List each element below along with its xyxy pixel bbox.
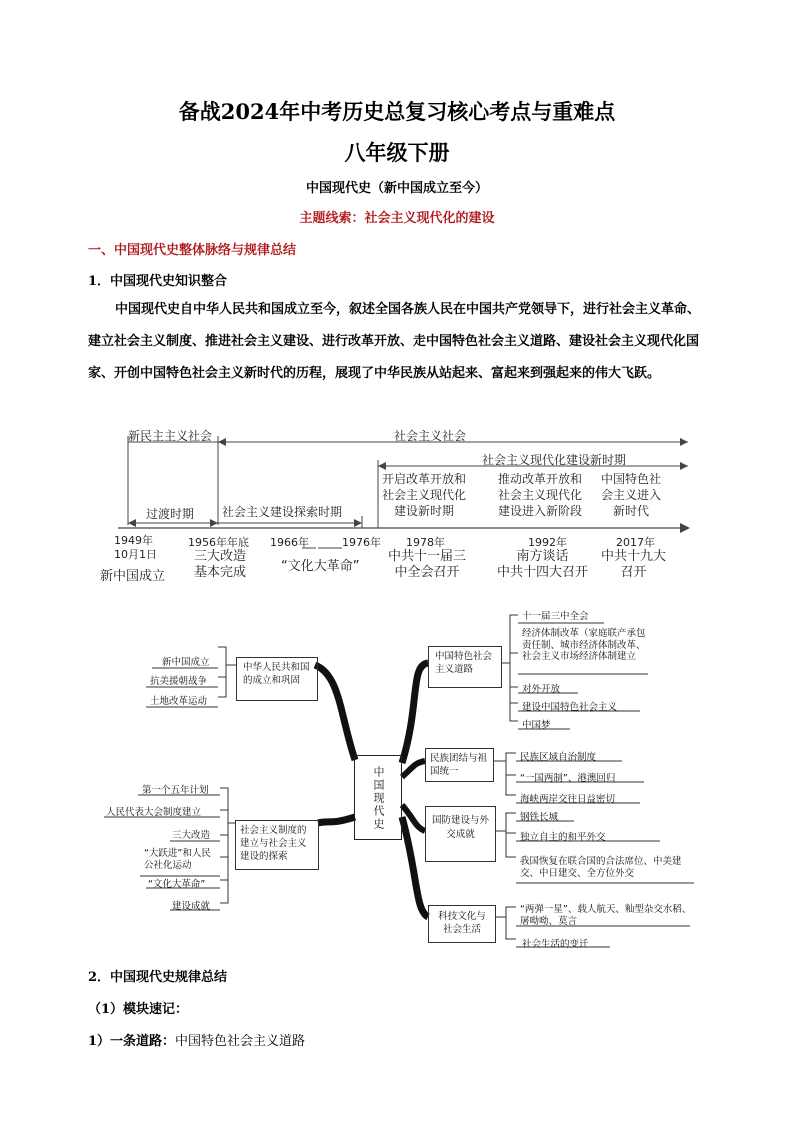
leaf-one-country-two-systems: “一国两制”、港澳回归 — [520, 773, 616, 784]
node-defense-diplomacy: 国防建设与外交成就 — [425, 806, 496, 862]
theme-line: 主题线索：社会主义现代化的建设 — [299, 211, 495, 226]
leaf-great-wall-of-steel: 钢铁长城 — [520, 812, 559, 823]
section-name: 中国现代史（新中国成立至今） — [305, 181, 488, 196]
leaf-cross-strait: 海峡两岸交往日益密切 — [520, 794, 616, 805]
node-socialist-system: 社会主义制度的建立与社会主义建设的探索 — [235, 820, 319, 870]
leaf-cultural-revolution: “文化大革命” — [148, 879, 206, 890]
cultural-revolution-bracket — [256, 541, 376, 555]
cultural-revolution-label: “文化大革命” — [281, 559, 360, 574]
leaf-social-life: 社会生活的变迁 — [522, 939, 589, 950]
period-socialism: 社会主义社会 — [394, 429, 467, 443]
leaf-opening-up: 对外开放 — [522, 684, 561, 695]
node-socialist-road: 中国特色社会主义道路 — [428, 646, 502, 688]
page-title: 备战2024年中考历史总复习核心考点与重难点 — [178, 99, 616, 124]
leaf-five-year-plan: 第一个五年计划 — [142, 785, 209, 796]
leaf-ethnic-autonomy: 民族区域自治制度 — [520, 752, 597, 763]
event-1949-label: 新中国成立 — [100, 569, 166, 584]
leaf-npc: 人民代表大会制度建立 — [106, 807, 202, 818]
node-prc-founding: 中华人民共和国的成立和巩固 — [236, 657, 318, 701]
period-new-democracy: 新民主主义社会 — [128, 429, 213, 443]
leaf-peaceful-diplomacy: 独立自主的和平外交 — [520, 832, 606, 843]
leaf-new-china: 新中国成立 — [162, 657, 210, 668]
part2-line1 — [88, 1030, 305, 1049]
event-1966-date: 1966年 — [270, 536, 309, 549]
leaf-un-seat: 我国恢复在联合国的合法席位、中美建交、中日建交、全方位外交 — [520, 856, 682, 879]
node-science-culture: 科技文化与社会生活 — [428, 905, 496, 943]
part2-subheading: 2．中国现代史规律总结 — [88, 970, 228, 985]
event-1956-date: 1956年年底 — [188, 536, 249, 549]
leaf-achievements: 建设成就 — [172, 901, 211, 912]
event-2017-date: 2017年 — [616, 536, 655, 549]
event-2017-label: 中共十九大 召开 — [601, 549, 667, 580]
stage-new-era: 中国特色社 会主义进入 新时代 — [601, 472, 662, 518]
leaf-great-leap: “大跃进”和人民公社化运动 — [144, 848, 211, 871]
event-1992-date: 1992年 — [528, 536, 567, 549]
leaf-economic-reform: 经济体制改革（家庭联产承包责任制、城市经济体制改革、社会主义市场经济体制建立 — [522, 628, 646, 662]
period-new-era: 社会主义现代化建设新时期 — [482, 453, 627, 467]
part1-subheading: 1．中国现代史知识整合 — [88, 274, 228, 289]
leaf-third-plenum: 十一届三中全会 — [522, 611, 589, 622]
leaf-chinese-dream: 中国梦 — [522, 720, 551, 731]
event-1978-label: 中共十一届三 中全会召开 — [388, 549, 467, 580]
leaf-korean-war: 抗美援朝战争 — [150, 676, 208, 687]
page-subtitle: 八年级下册 — [344, 140, 450, 165]
event-1992-label: 南方谈话 中共十四大召开 — [497, 549, 589, 580]
stage-reform-open: 开启改革开放和 社会主义现代化 建设新时期 — [382, 472, 467, 518]
line1-value: 中国特色社会主义道路 — [175, 1034, 306, 1049]
period-transition: 过渡时期 — [146, 507, 195, 521]
event-1956-label: 三大改造 基本完成 — [194, 549, 247, 580]
leaf-two-bombs-one-satellite: “两弹一星”、载人航天、籼型杂交水稻、屠呦呦、莫言 — [520, 904, 692, 927]
leaf-three-transformations: 三大改造 — [172, 830, 211, 841]
period-exploration: 社会主义建设探索时期 — [222, 505, 343, 519]
event-1949: 1949年 10月1日 — [114, 534, 157, 561]
node-national-unity: 民族团结与祖国统一 — [425, 748, 494, 782]
part2-module-heading: （1）模块速记： — [88, 1002, 189, 1017]
part1-heading: 一、中国现代史整体脉络与规律总结 — [88, 243, 297, 258]
mindmap-center: 中国现代史 — [354, 755, 402, 840]
intro-paragraph: 中国现代史自中华人民共和国成立至今，叙述全国各族人民在中国共产党领导下，进行社会主义革命、建立社会主义制度、推进社会主义建设、进行改革开放、走中国特色社会主义道路、建设社会主义现代化国家、开创中国特色社会主义新时代的历程，展现了中华民族从站起来、富起来到强起来的伟大飞跃。 — [88, 302, 701, 381]
leaf-build-socialism: 建设中国特色社会主义 — [522, 702, 618, 713]
line1-label: 1）一条道路： — [88, 1034, 176, 1049]
stage-advance-reform: 推动改革开放和 社会主义现代化 建设进入新阶段 — [498, 472, 583, 518]
event-1978-date: 1978年 — [406, 536, 445, 549]
event-1976-date: 1976年 — [342, 536, 381, 549]
leaf-land-reform: 土地改革运动 — [150, 696, 208, 707]
